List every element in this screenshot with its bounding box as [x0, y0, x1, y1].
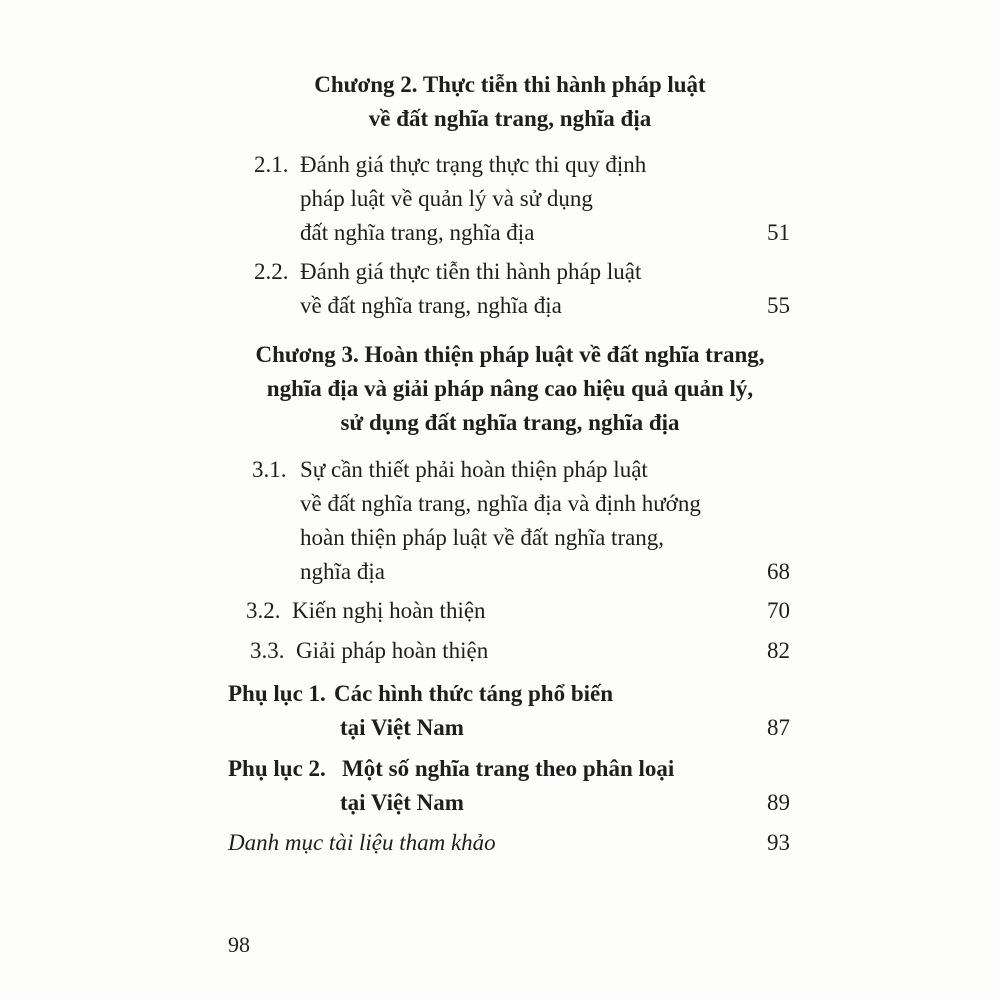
section-title-line: Đánh giá thực tiễn thi hành pháp luật	[300, 259, 642, 284]
chapter-2-title	[220, 68, 800, 136]
section-number: 2.2.	[254, 259, 289, 284]
page-ref-references: 93	[767, 830, 790, 855]
section-title-line: Đánh giá thực trạng thực thi quy định	[300, 152, 647, 177]
page-ref-3-1: 68	[767, 559, 790, 584]
appendix-title-line: Một số nghĩa trang theo phân loại	[342, 756, 675, 781]
page-ref-appendix-1: 87	[767, 715, 790, 740]
references-title: Danh mục tài liệu tham khảo	[228, 830, 496, 855]
section-number: 3.2.	[246, 598, 281, 623]
section-title-line: về đất nghĩa trang, nghĩa địa và định hướng	[300, 491, 701, 516]
section-number: 3.3.	[250, 638, 285, 663]
appendix-title-line: Các hình thức táng phổ biến	[334, 681, 614, 706]
chapter-3-title-line: sử dụng đất nghĩa trang, nghĩa địa	[340, 410, 680, 435]
chapter-3-title	[220, 338, 800, 440]
section-title-line: Giải pháp hoàn thiện	[296, 638, 489, 663]
toc-entry-appendix-2[interactable]	[228, 752, 788, 820]
page-ref-3-2: 70	[767, 598, 790, 623]
section-number: 3.1.	[252, 457, 287, 482]
section-title-line: Kiến nghị hoàn thiện	[292, 598, 486, 623]
toc-entry-2-2[interactable]	[254, 255, 794, 323]
toc-entry-3-3[interactable]	[250, 634, 790, 668]
page-number: 98	[228, 932, 250, 957]
section-title-line: hoàn thiện pháp luật về đất nghĩa trang,	[300, 525, 665, 550]
toc-entry-references[interactable]	[228, 826, 748, 860]
chapter-3-title-line: nghĩa địa và giải pháp nâng cao hiệu quả quản lý,	[266, 376, 754, 401]
appendix-label: Phụ lục 1.	[228, 681, 326, 706]
page-ref-2-1: 51	[767, 220, 790, 245]
chapter-3-title-line: Chương 3. Hoàn thiện pháp luật về đất nghĩa trang,	[255, 342, 765, 367]
appendix-title-line: tại Việt Nam	[340, 790, 464, 815]
section-title-line: về đất nghĩa trang, nghĩa địa	[300, 293, 562, 318]
section-title-line: nghĩa địa	[300, 559, 385, 584]
section-title-line: đất nghĩa trang, nghĩa địa	[300, 220, 535, 245]
section-title-line: Sự cần thiết phải hoàn thiện pháp luật	[300, 457, 648, 482]
toc-entry-3-1[interactable]	[252, 453, 792, 589]
section-title-line: pháp luật về quản lý và sử dụng	[300, 186, 593, 211]
appendix-label: Phụ lục 2.	[228, 756, 326, 781]
page-ref-2-2: 55	[767, 293, 790, 318]
toc-entry-appendix-1[interactable]	[228, 677, 788, 745]
page-ref-appendix-2: 89	[767, 790, 790, 815]
section-number: 2.1.	[254, 152, 289, 177]
chapter-2-title-line: về đất nghĩa trang, nghĩa địa	[368, 106, 652, 131]
toc-entry-2-1[interactable]	[254, 148, 794, 250]
toc-entry-3-2[interactable]	[246, 594, 786, 628]
page-ref-3-3: 82	[767, 638, 790, 663]
chapter-2-title-line: Chương 2. Thực tiễn thi hành pháp luật	[314, 72, 706, 97]
appendix-title-line: tại Việt Nam	[340, 715, 464, 740]
